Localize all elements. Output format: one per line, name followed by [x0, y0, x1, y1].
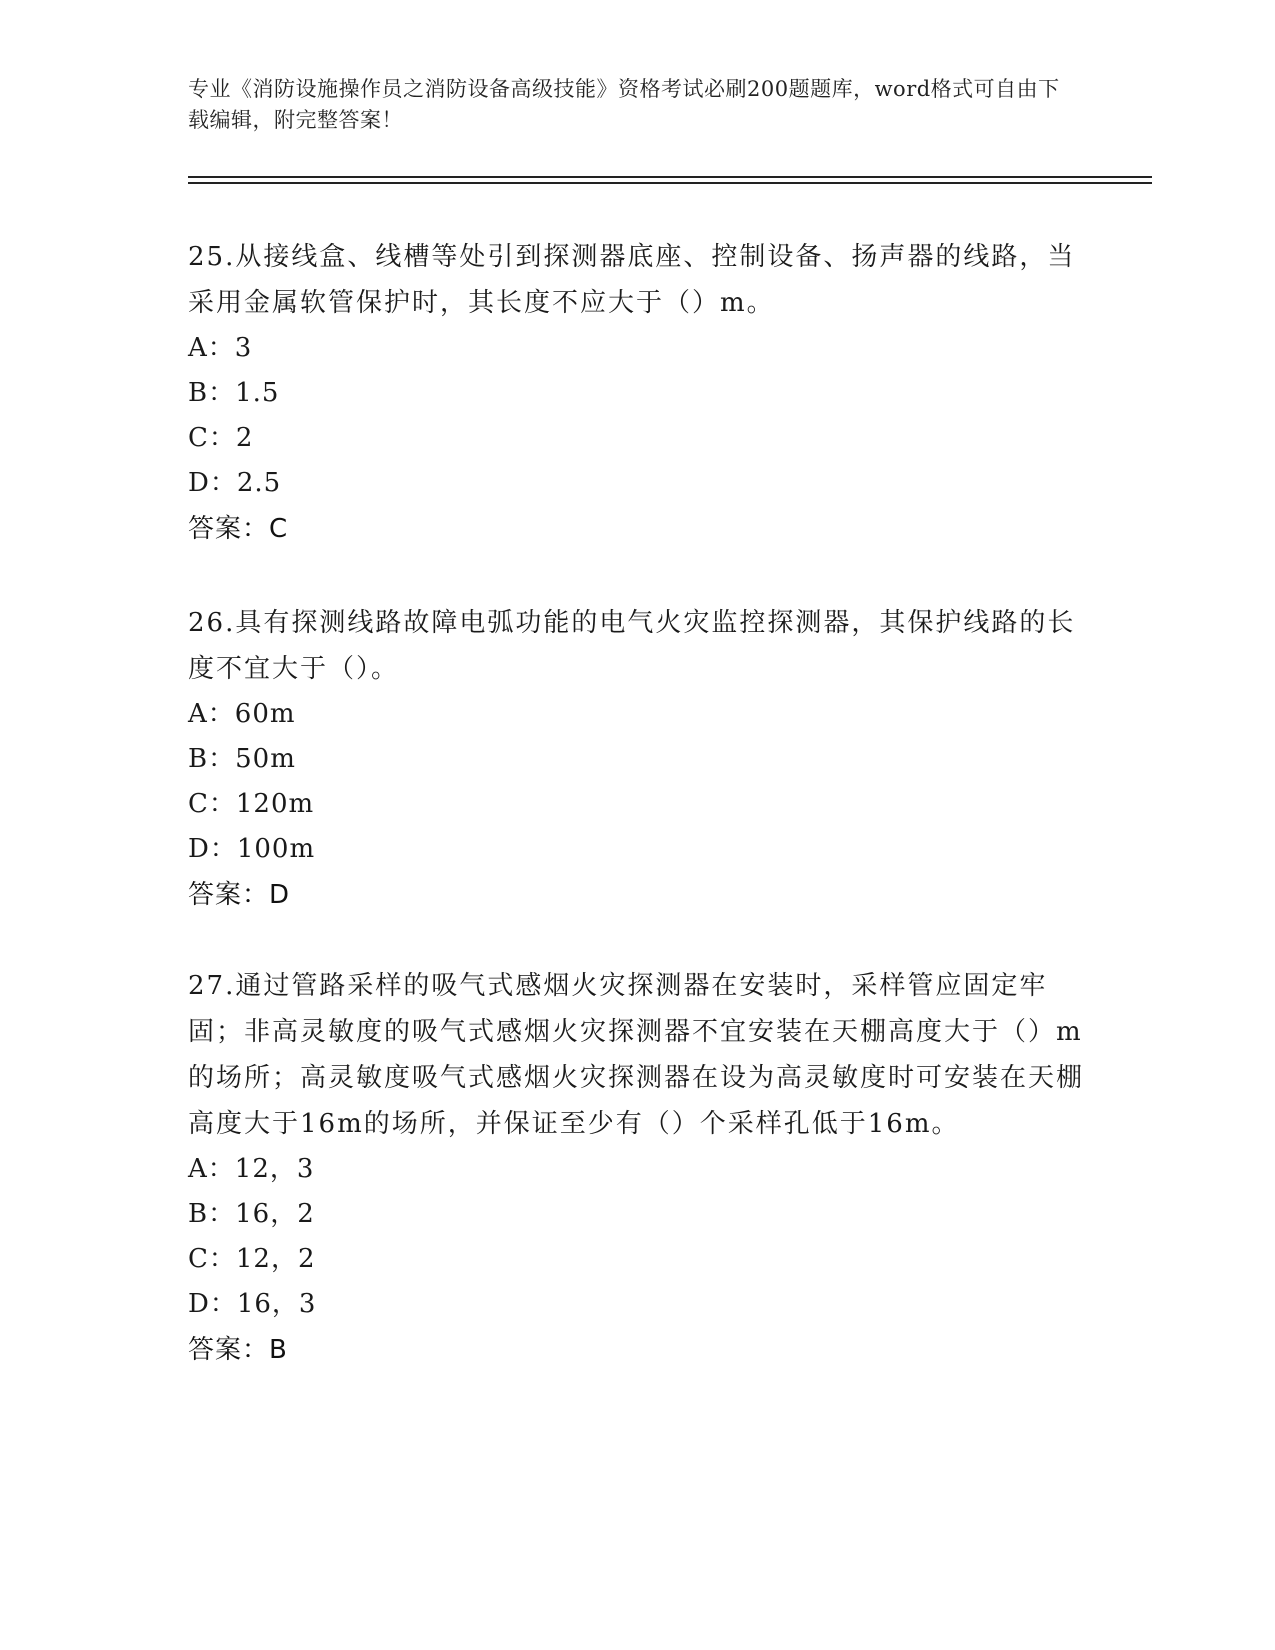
option-c: C：2 [188, 423, 254, 453]
question-27 [188, 963, 1088, 1373]
answer-line: 答案：C [188, 514, 289, 544]
option-b: B：1.5 [188, 378, 280, 408]
option-d: D：16，3 [188, 1289, 317, 1319]
document-intro: 专业《消防设施操作员之消防设备高级技能》资格考试必刷200题题库，word格式可自由下载编辑，附完整答案！ [188, 77, 1060, 132]
question-stem: 25.从接线盒、线槽等处引到探测器底座、控制设备、扬声器的线路，当采用金属软管保护时，其长度不应大于（）m。 [188, 242, 1076, 318]
question-stem: 26.具有探测线路故障电弧功能的电气火灾监控探测器，其保护线路的长度不宜大于（）。 [188, 608, 1076, 684]
option-c: C：12，2 [188, 1244, 316, 1274]
option-a: A：60m [188, 699, 296, 729]
question-stem: 27.通过管路采样的吸气式感烟火灾探测器在安装时，采样管应固定牢固；非高灵敏度的吸气式感烟火灾探测器不宜安装在天棚高度大于（）m的场所；高灵敏度吸气式感烟火灾探测器在设为高灵敏度时可安装在天棚高度大于16m的场所，并保证至少有（）个采样孔低于16m。 [188, 971, 1085, 1139]
option-d: D：2.5 [188, 468, 282, 498]
question-26 [188, 600, 1088, 918]
header-divider-top [188, 176, 1152, 178]
option-c: C：120m [188, 789, 315, 819]
header-divider-bottom [188, 182, 1152, 184]
option-b: B：16，2 [188, 1199, 315, 1229]
option-a: A：12，3 [188, 1154, 315, 1184]
option-d: D：100m [188, 834, 316, 864]
question-25 [188, 234, 1088, 552]
option-a: A：3 [188, 333, 253, 363]
answer-line: 答案：B [188, 1335, 288, 1365]
answer-line: 答案：D [188, 880, 291, 910]
option-b: B：50m [188, 744, 296, 774]
